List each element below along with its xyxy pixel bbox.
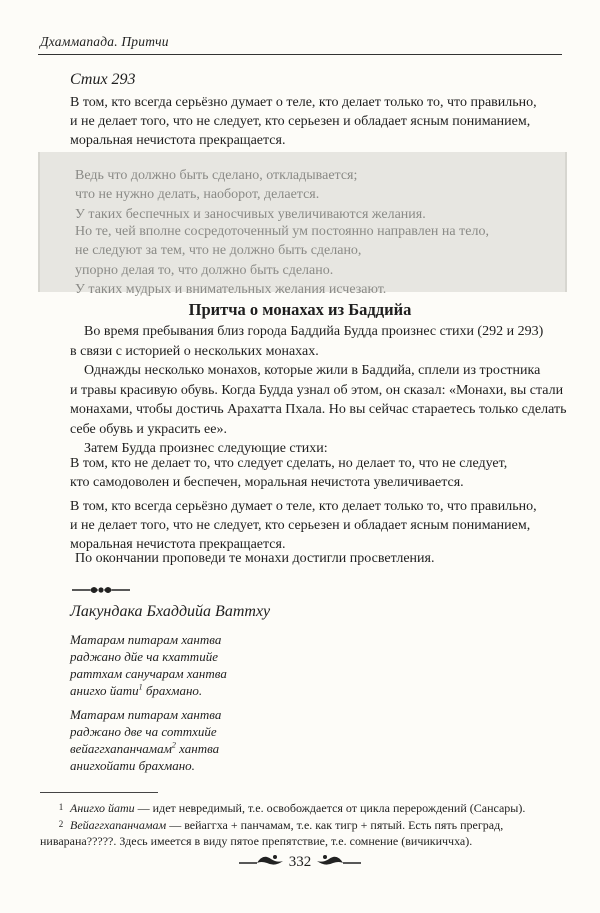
pali-line xyxy=(70,740,370,757)
verse-line: и не делает того, что не следует, кто серьезен и обладает ясным пониманием, xyxy=(70,114,531,130)
running-head: Дхаммапада. Притчи xyxy=(40,34,169,49)
quoted-line: и не делает того, что не следует, кто серьезен и обладает ясным пониманием, xyxy=(70,518,531,534)
box-line: упорно делая то, что должно быть сделано. xyxy=(75,262,334,278)
footnote-2 xyxy=(40,817,564,834)
footnote-ref: 1 xyxy=(138,682,143,692)
story-prose xyxy=(70,322,567,459)
verse-text xyxy=(70,93,540,151)
prose-line: себе обувь и украсить ее». xyxy=(70,421,227,437)
ornament-left-icon xyxy=(239,853,283,872)
quoted-line: моральная нечистота прекращается. xyxy=(70,537,286,553)
prose-line: в связи с историей о нескольких монахах. xyxy=(70,343,319,359)
alternate-translation-box xyxy=(38,152,567,298)
prose-line: монахами, чтобы достичь Арахатта Пхала. Но вы сейчас стараетесь только сделать xyxy=(70,402,567,417)
box-stanza-2 xyxy=(75,222,489,300)
box-line: не следуют за тем, что не должно быть сделано, xyxy=(75,243,362,259)
footnote-ref: 2 xyxy=(171,740,176,750)
ornament-right-icon xyxy=(317,853,361,872)
footnote-term: Анигхо йати xyxy=(70,801,135,815)
box-line: Но те, чей вполне сосредоточенный ум постоянно направлен на тело, xyxy=(75,224,489,239)
footnote-2-continued: ниварана?????. Здесь имеется в виду пятое препятствие, т.е. сомнение (вичикиччха). xyxy=(40,834,473,848)
page-folio xyxy=(0,850,600,874)
header-rule xyxy=(38,54,562,55)
pali-line: анигхойати брахмано. xyxy=(70,758,195,773)
pali-line: раджано дйе ча кхаттийе xyxy=(70,649,218,664)
ornament-divider-icon xyxy=(72,583,130,601)
prose-line: Во время пребывания близ города Баддийа Будда произнес стихи (292 и 293) xyxy=(70,324,544,339)
quoted-line: В том, кто не делает то, что следует сделать, но делает то, что не следует, xyxy=(70,456,508,471)
prose-line: Затем Будда произнес следующие стихи: xyxy=(70,441,328,456)
pali-line: раттхам санучарам хантва xyxy=(70,666,227,681)
pali-text: вейаггхапанчамам xyxy=(70,741,172,756)
box-line: У таких беспечных и заносчивых увеличиваются желания. xyxy=(75,206,426,222)
pali-verse-1 xyxy=(70,631,370,699)
box-stanza-1 xyxy=(75,166,426,224)
box-line: что не нужно делать, наоборот, делается. xyxy=(75,187,320,203)
footnote-1 xyxy=(40,800,564,817)
footnote-text: — вейаггха + панчамам, т.е. как тигр + пятый. Есть пять преград, xyxy=(166,817,504,832)
footnote-text: — идет невредимый, т.е. освобождается от цикла перерождений (Сансары). xyxy=(134,801,526,815)
box-line: У таких мудрых и внимательных желания исчезают. xyxy=(75,282,387,298)
prose-line: Однажды несколько монахов, которые жили в Баддийа, сплели из тростника xyxy=(70,363,541,378)
pali-text: хантва xyxy=(175,741,220,756)
footnotes xyxy=(40,800,564,850)
quoted-verse-1 xyxy=(70,454,540,492)
pali-line: Матарам питарам хантва xyxy=(70,632,222,647)
closing-line: По окончании проповеди те монахи достигли просветления. xyxy=(75,551,435,566)
verse-line: В том, кто всегда серьёзно думает о теле, кто делает только то, что правильно, xyxy=(70,95,537,110)
section-title: Притча о монахах из Баддийа xyxy=(188,300,412,319)
pali-text: анигхо йати xyxy=(70,683,139,698)
box-line: Ведь что должно быть сделано, откладывается; xyxy=(75,168,358,183)
footnote-number: 2 xyxy=(58,818,64,829)
footnote-rule xyxy=(40,792,158,793)
pali-line: раджано две ча соттхийе xyxy=(70,724,217,739)
prose-line: и травы красивую обувь. Когда Будда узнал об этом, он сказал: «Монахи, вы стали xyxy=(70,382,564,398)
pali-title: Лакундака Бхаддийа Ваттху xyxy=(70,603,271,620)
quoted-verse-2 xyxy=(70,497,540,555)
page-number: 332 xyxy=(288,853,312,870)
pali-verse-2 xyxy=(70,706,370,774)
pali-line xyxy=(70,682,370,699)
verse-line: моральная нечистота прекращается. xyxy=(70,133,286,149)
pali-text: брахмано. xyxy=(142,683,203,698)
verse-title: Стих 293 xyxy=(70,71,136,88)
pali-line: Матарам питарам хантва xyxy=(70,707,222,722)
footnote-number: 1 xyxy=(58,802,64,812)
footnote-term: Вейаггхапанчамам xyxy=(70,817,167,832)
quoted-line: кто самодоволен и беспечен, моральная нечистота увеличивается. xyxy=(70,475,464,491)
quoted-line: В том, кто всегда серьёзно думает о теле, кто делает только то, что правильно, xyxy=(70,499,537,514)
